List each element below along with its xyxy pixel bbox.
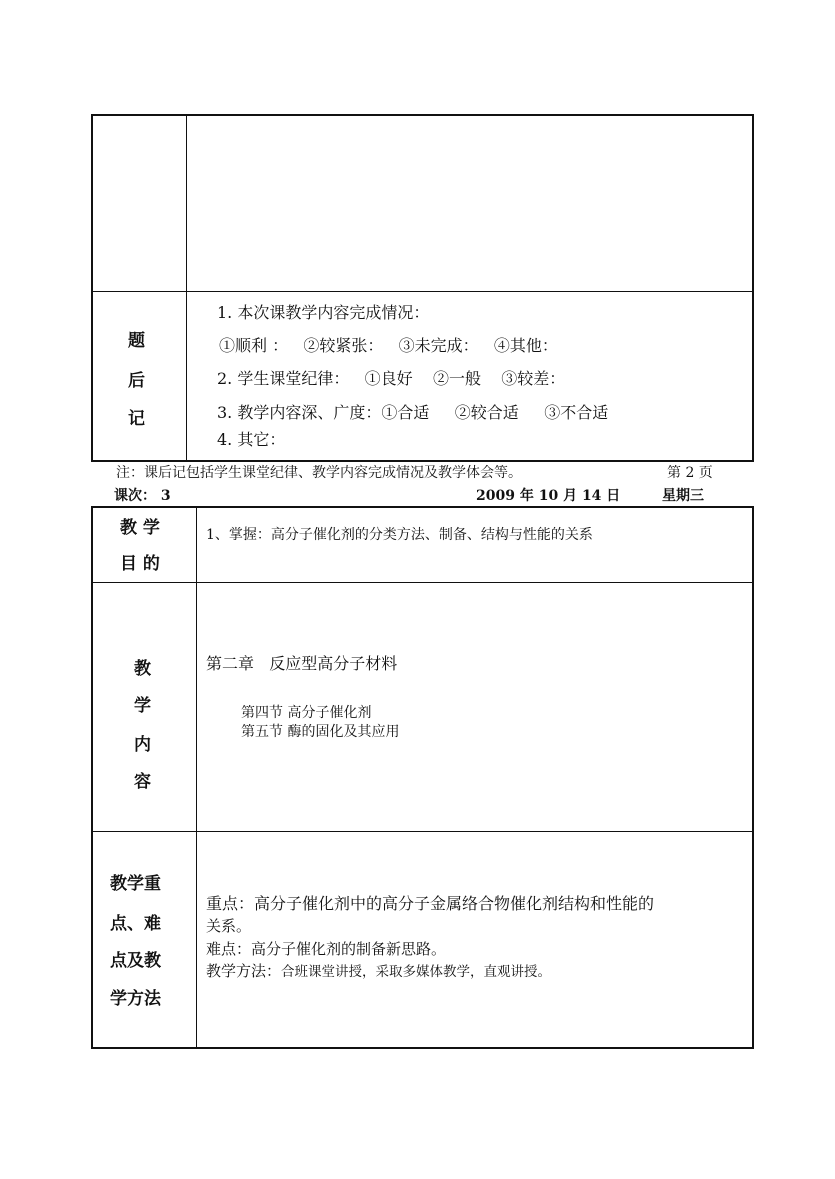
after-notes-item-1-options: ①顺利 ： ②较紧张： ③未完成： ④其他： — [219, 336, 558, 355]
key-points-label-line-2: 点、难 — [110, 914, 161, 934]
content-label-char-3: 内 — [134, 735, 151, 755]
top-table-row-divider — [92, 291, 753, 292]
content-label-char-2: 学 — [134, 696, 151, 716]
objectives-text: 1、掌握：高分子催化剂的分类方法、制备、结构与性能的关系 — [206, 527, 593, 543]
chapter-title: 第二章 反应型高分子材料 — [206, 654, 398, 673]
objectives-label-line-2: 目 的 — [120, 554, 160, 574]
focus-text-line-2: 关系。 — [206, 917, 252, 935]
teaching-method — [206, 961, 551, 981]
after-notes-label-char-1: 题 — [128, 331, 145, 351]
after-notes-item-2: 2. 学生课堂纪律： ①良好 ②一般 ③较差： — [217, 369, 566, 388]
after-notes-label-char-2: 后 — [128, 371, 145, 391]
teaching-method-label: 教学方法： — [206, 962, 282, 980]
lesson-number: 课次： 3 — [114, 488, 171, 504]
focus-text-line-1: 重点：高分子催化剂中的高分子金属络合物催化剂结构和性能的 — [206, 894, 655, 913]
after-notes-item-1: 1. 本次课教学内容完成情况： — [217, 303, 430, 322]
page-number: 第 2 页 — [667, 465, 713, 481]
after-notes-item-3: 3. 教学内容深、广度：①合适 ②较合适 ③不合适 — [217, 403, 609, 422]
lesson-date: 2009 年 10 月 14 日 — [476, 488, 621, 504]
section-4: 第四节 高分子催化剂 — [241, 705, 372, 721]
lesson-table-row-divider-1 — [92, 582, 753, 583]
key-points-label-line-1: 教学重 — [110, 874, 161, 894]
key-points-label-line-4: 学方法 — [110, 989, 161, 1009]
teaching-method-text: 合班课堂讲授，采取多媒体教学，直观讲授。 — [281, 964, 552, 980]
top-table-column-divider — [186, 115, 187, 461]
objectives-label-line-1: 教 学 — [120, 518, 160, 538]
lesson-table-column-divider — [196, 507, 197, 1048]
section-5: 第五节 酶的固化及其应用 — [241, 724, 400, 740]
lesson-weekday: 星期三 — [662, 488, 704, 504]
content-label-char-4: 容 — [134, 772, 151, 792]
key-points-label-line-3: 点及教 — [110, 951, 161, 971]
after-notes-item-4: 4. 其它： — [217, 430, 286, 449]
footnote: 注：课后记包括学生课堂纪律、教学内容完成情况及教学体会等。 — [116, 465, 522, 481]
content-label-char-1: 教 — [134, 659, 151, 679]
after-notes-label-char-3: 记 — [128, 409, 145, 429]
lesson-table-row-divider-2 — [92, 831, 753, 832]
difficulty-text: 难点：高分子催化剂的制备新思路。 — [206, 940, 447, 958]
